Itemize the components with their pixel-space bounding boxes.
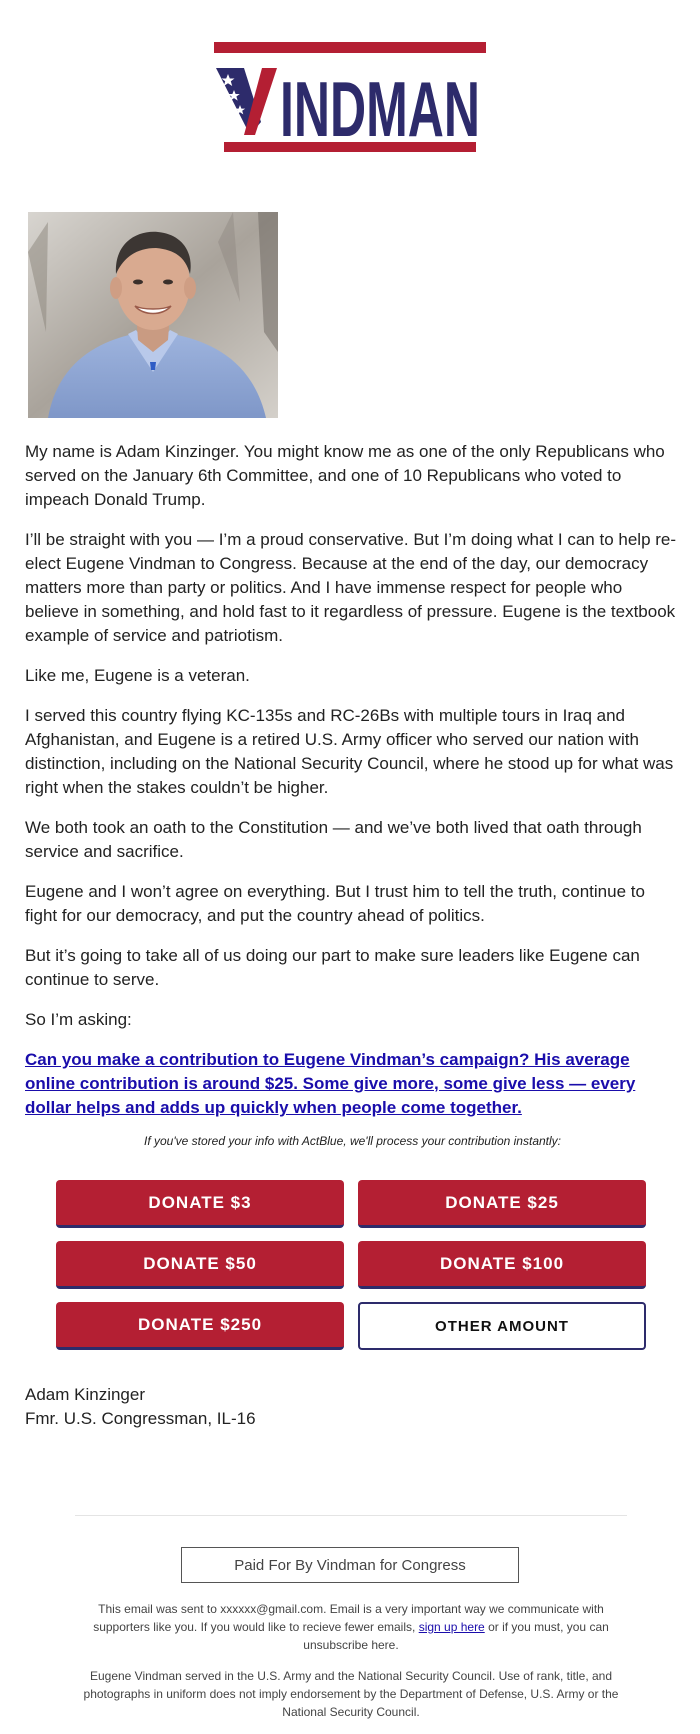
- footer-disclaimer: Eugene Vindman served in the U.S. Army and the National Security Council. Use of rank, title, and photographs in uniform does not imply endorsement by the Department of Defense, U.S. Army or the National Security Council.: [83, 1669, 619, 1719]
- donate-100-button[interactable]: DONATE $100: [358, 1241, 646, 1289]
- sent-to-middle: . Email is a very important way we communicate with supporters like you. If you would like to recieve fewer emails,: [93, 1602, 604, 1634]
- sent-to-suffix: or if you must, you can unsubscribe here.: [303, 1620, 609, 1652]
- email-body: [25, 440, 680, 1164]
- donate-25-button[interactable]: DONATE $25: [358, 1180, 646, 1228]
- vindman-logo[interactable]: [214, 42, 486, 154]
- donate-3-button[interactable]: DONATE $3: [56, 1180, 344, 1228]
- paragraph-trust: Eugene and I won’t agree on everything. But I trust him to tell the truth, continue to fight for our democracy, and put the country ahead of politics.: [25, 882, 645, 925]
- recipient-email: xxxxxx@gmail.com: [220, 1602, 324, 1616]
- paid-for-box: Paid For By Vindman for Congress: [181, 1547, 519, 1583]
- signature: [25, 1383, 256, 1431]
- donate-50-button[interactable]: DONATE $50: [56, 1241, 344, 1289]
- paragraph-intro: My name is Adam Kinzinger. You might know me as one of the only Republicans who served on the January 6th Committee, and one of 10 Republicans who voted to impeach Donald Trump.: [25, 442, 665, 509]
- paragraph-conservative: I’ll be straight with you — I’m a proud conservative. But I’m doing what I can to help re-elect Eugene Vindman to Congress. Because at the end of the day, our democracy matters more than party or politics. And I have immense respect for people who believe in something, and hold fast to it regardless of pressure. Eugene is the textbook example of service and patriotism.: [25, 530, 677, 645]
- sent-to-prefix: This email was sent to: [98, 1602, 221, 1616]
- footer-divider: [75, 1515, 627, 1516]
- contribution-link[interactable]: Can you make a contribution to Eugene Vindman’s campaign? His average online contribution is around $25. Some give more, some give less — every dollar helps and adds up quickly when people come together.: [25, 1050, 636, 1117]
- paragraph-veteran: Like me, Eugene is a veteran.: [25, 666, 250, 685]
- signup-link[interactable]: sign up here: [418, 1620, 485, 1634]
- donate-250-button[interactable]: DONATE $250: [56, 1302, 344, 1350]
- portrait-photo: [28, 212, 278, 418]
- other-amount-button[interactable]: OTHER AMOUNT: [358, 1302, 646, 1350]
- signature-name: Adam Kinzinger: [25, 1385, 146, 1404]
- paragraph-oath: We both took an oath to the Constitution — and we’ve both lived that oath through service and sacrifice.: [25, 818, 642, 861]
- paragraph-service: I served this country flying KC-135s and RC-26Bs with multiple tours in Iraq and Afghanistan, and Eugene is a retired U.S. Army officer who served our nation with distinction, including on the National Security Council, where he stood up for what was right when the stakes couldn’t be higher.: [25, 706, 674, 797]
- paragraph-asking: So I’m asking:: [25, 1010, 132, 1029]
- signature-title: Fmr. U.S. Congressman, IL-16: [25, 1409, 256, 1428]
- actblue-note: If you've stored your info with ActBlue, we'll process your contribution instantly:: [144, 1134, 561, 1148]
- paragraph-our-part: But it’s going to take all of us doing our part to make sure leaders like Eugene can continue to serve.: [25, 946, 640, 989]
- donate-button-grid: [56, 1180, 646, 1350]
- footer-sent-to: [75, 1600, 627, 1654]
- logo-text: INDMAN: [280, 65, 480, 153]
